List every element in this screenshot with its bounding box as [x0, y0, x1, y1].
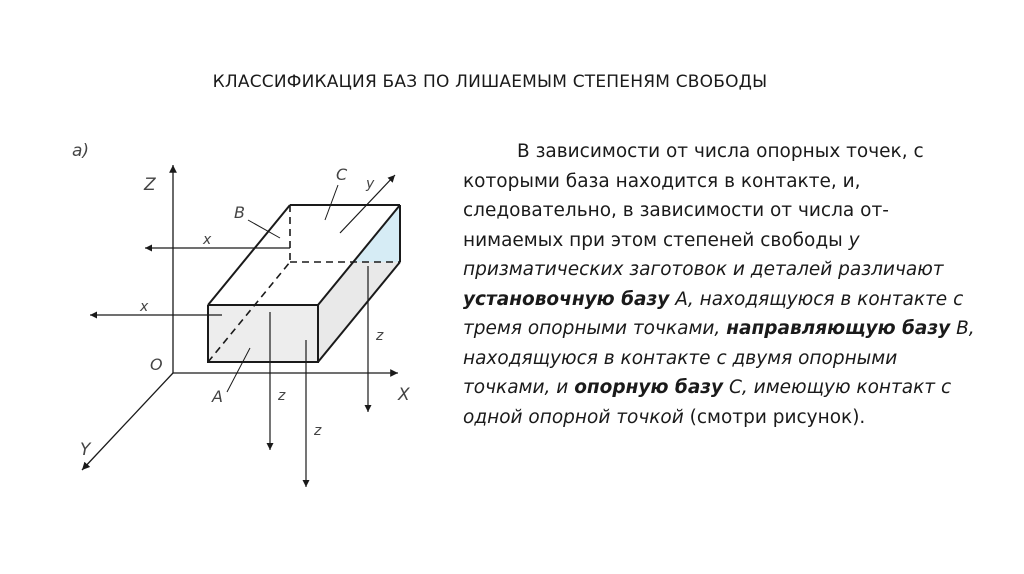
text-guiding-base: направляющую базу: [726, 318, 951, 339]
z-arrow-mid-label: z: [314, 423, 322, 439]
slide-title: КЛАССИФИКАЦИЯ БАЗ ПО ЛИШАЕМЫМ СТЕПЕНЯМ СВОБОДЫ: [212, 72, 768, 92]
face-front: [208, 305, 318, 362]
base-c-label: C: [336, 165, 348, 184]
z-axis-label: Z: [144, 175, 156, 195]
text-mounting-base: установочную базу: [463, 288, 670, 310]
text-see-figure: (смотри рисунок).: [683, 406, 866, 428]
x-arrow-upper-label: x: [203, 232, 212, 248]
y-axis-label: Y: [80, 440, 91, 460]
origin-label: O: [150, 355, 163, 374]
description-paragraph: [463, 137, 983, 432]
base-diagram: [60, 130, 450, 500]
x-axis-label: X: [398, 385, 410, 405]
panel-label: а): [72, 141, 90, 161]
z-arrow-right-label: z: [376, 328, 384, 344]
z-arrow-left-label: z: [278, 388, 286, 404]
x-arrow-lower-label: x: [140, 299, 149, 315]
text-support-desc: С, имеющую контакт с одной опорной точкой: [463, 377, 952, 428]
text-guiding-desc: В, находящуюся в контакте с двумя опорными точками, и: [463, 318, 975, 398]
description-text: [463, 137, 983, 432]
y-axis: [82, 373, 173, 470]
text-support-base: опорную базу: [574, 377, 724, 398]
y-arrow-label: y: [366, 176, 375, 192]
base-a-label: A: [212, 387, 223, 406]
text-intro: В зависимости от числа опорных точек, с которыми база находится в контакте, и, следовательно, в зависимости от числа от-нимаемых при этом степеней свободы: [463, 141, 924, 251]
text-prismatic: у призматических заготовок и деталей различают: [463, 229, 944, 280]
base-b-label: B: [234, 203, 245, 222]
text-mounting-desc: А, находящуюся в контакте с тремя опорными точками,: [463, 288, 964, 339]
